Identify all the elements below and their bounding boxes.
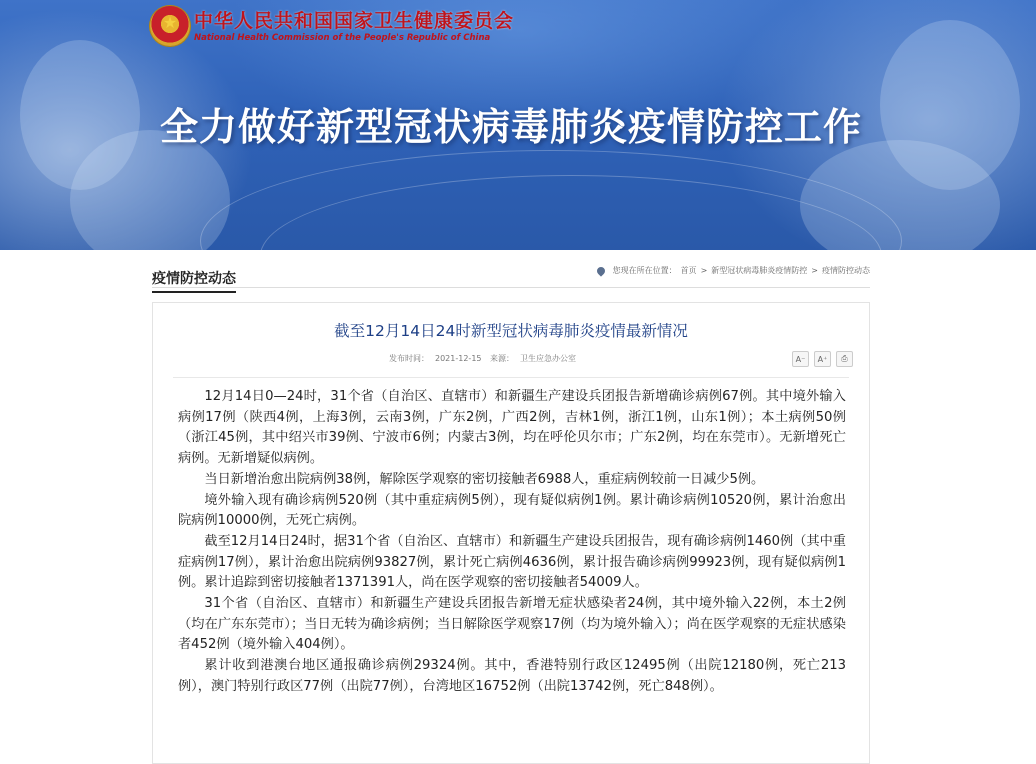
- font-increase-button[interactable]: A⁺: [814, 351, 831, 367]
- article-paragraph: 截至12月14日24时，据31个省（自治区、直辖市）和新疆生产建设兵团报告，现有确诊病例1460例（其中重症病例17例），累计治愈出院病例93827例，累计死亡病例4636例，累计报告确诊病例99923例，现有疑似病例1例。累计追踪到密切接触者1371391人，尚在医学观察的密切接触者54009人。: [178, 533, 846, 591]
- breadcrumb-current-link[interactable]: 疫情防控动态: [822, 266, 870, 275]
- article-body: [178, 387, 846, 698]
- print-icon[interactable]: ⎙: [836, 351, 853, 367]
- article-paragraph: 12月14日0—24时，31个省（自治区、直辖市）和新疆生产建设兵团报告新增确诊病例67例。其中境外输入病例17例（陕西4例，上海3例，云南3例，广东2例，广西2例，吉林1例，浙江1例，山东1例）；本土病例50例（浙江45例，其中绍兴市39例、宁波市6例；内蒙古3例，均在呼伦贝尔市；广东2例，均在东莞市）。无新增死亡病例。无新增疑似病例。: [178, 389, 846, 467]
- banner-slogan: 全力做好新型冠状病毒肺炎疫情防控工作: [160, 105, 863, 149]
- location-pin-icon: [595, 265, 606, 276]
- national-emblem-icon[interactable]: [150, 6, 190, 46]
- article-paragraph: 当日新增治愈出院病例38例，解除医学观察的密切接触者6988人，重症病例较前一日减少5例。: [204, 471, 765, 487]
- breadcrumb-epidemic-link[interactable]: 新型冠状病毒肺炎疫情防控: [711, 266, 808, 275]
- article-tools: [792, 351, 853, 367]
- header-banner: [0, 0, 1036, 250]
- article-paragraph: 累计收到港澳台地区通报确诊病例29324例。其中，香港特别行政区12495例（出院12180例，死亡213例），澳门特别行政区77例（出院77例），台湾地区16752例（出院13742例，死亡848例）。: [178, 658, 846, 694]
- article-meta: [389, 353, 582, 364]
- section-divider: [152, 287, 870, 288]
- font-decrease-button[interactable]: A⁻: [792, 351, 809, 367]
- breadcrumb-separator: >: [811, 266, 818, 275]
- org-name-en: National Health Commission of the People's Republic of China: [194, 33, 491, 43]
- breadcrumb-home-link[interactable]: 首页: [680, 266, 697, 275]
- article-paragraph: 境外输入现有确诊病例520例（其中重症病例5例），现有疑似病例1例。累计确诊病例10520例，累计治愈出院病例10000例，无死亡病例。: [178, 492, 846, 529]
- section-title: 疫情防控动态: [152, 268, 236, 293]
- article-paragraph: 31个省（自治区、直辖市）和新疆生产建设兵团报告新增无症状感染者24例，其中境外输入22例，本土2例（均在广东东莞市）；当日无转为确诊病例；当日解除医学观察17例（均为境外输入）；尚在医学观察的无症状感染者452例（境外输入404例）。: [178, 596, 846, 653]
- publish-date: 2021-12-15: [435, 354, 482, 363]
- org-name-cn[interactable]: 中华人民共和国国家卫生健康委员会: [194, 10, 515, 32]
- source-label: 来源：: [490, 354, 515, 363]
- date-label: 发布时间：: [389, 354, 429, 363]
- article-panel: [152, 302, 870, 764]
- article-source: 卫生应急办公室: [520, 354, 577, 363]
- article-divider: [173, 377, 849, 378]
- breadcrumb-prefix: 您现在所在位置：: [612, 266, 677, 275]
- article-title: 截至12月14日24时新型冠状病毒肺炎疫情最新情况: [334, 322, 688, 340]
- breadcrumb-separator: >: [700, 266, 708, 275]
- breadcrumb: [597, 265, 870, 276]
